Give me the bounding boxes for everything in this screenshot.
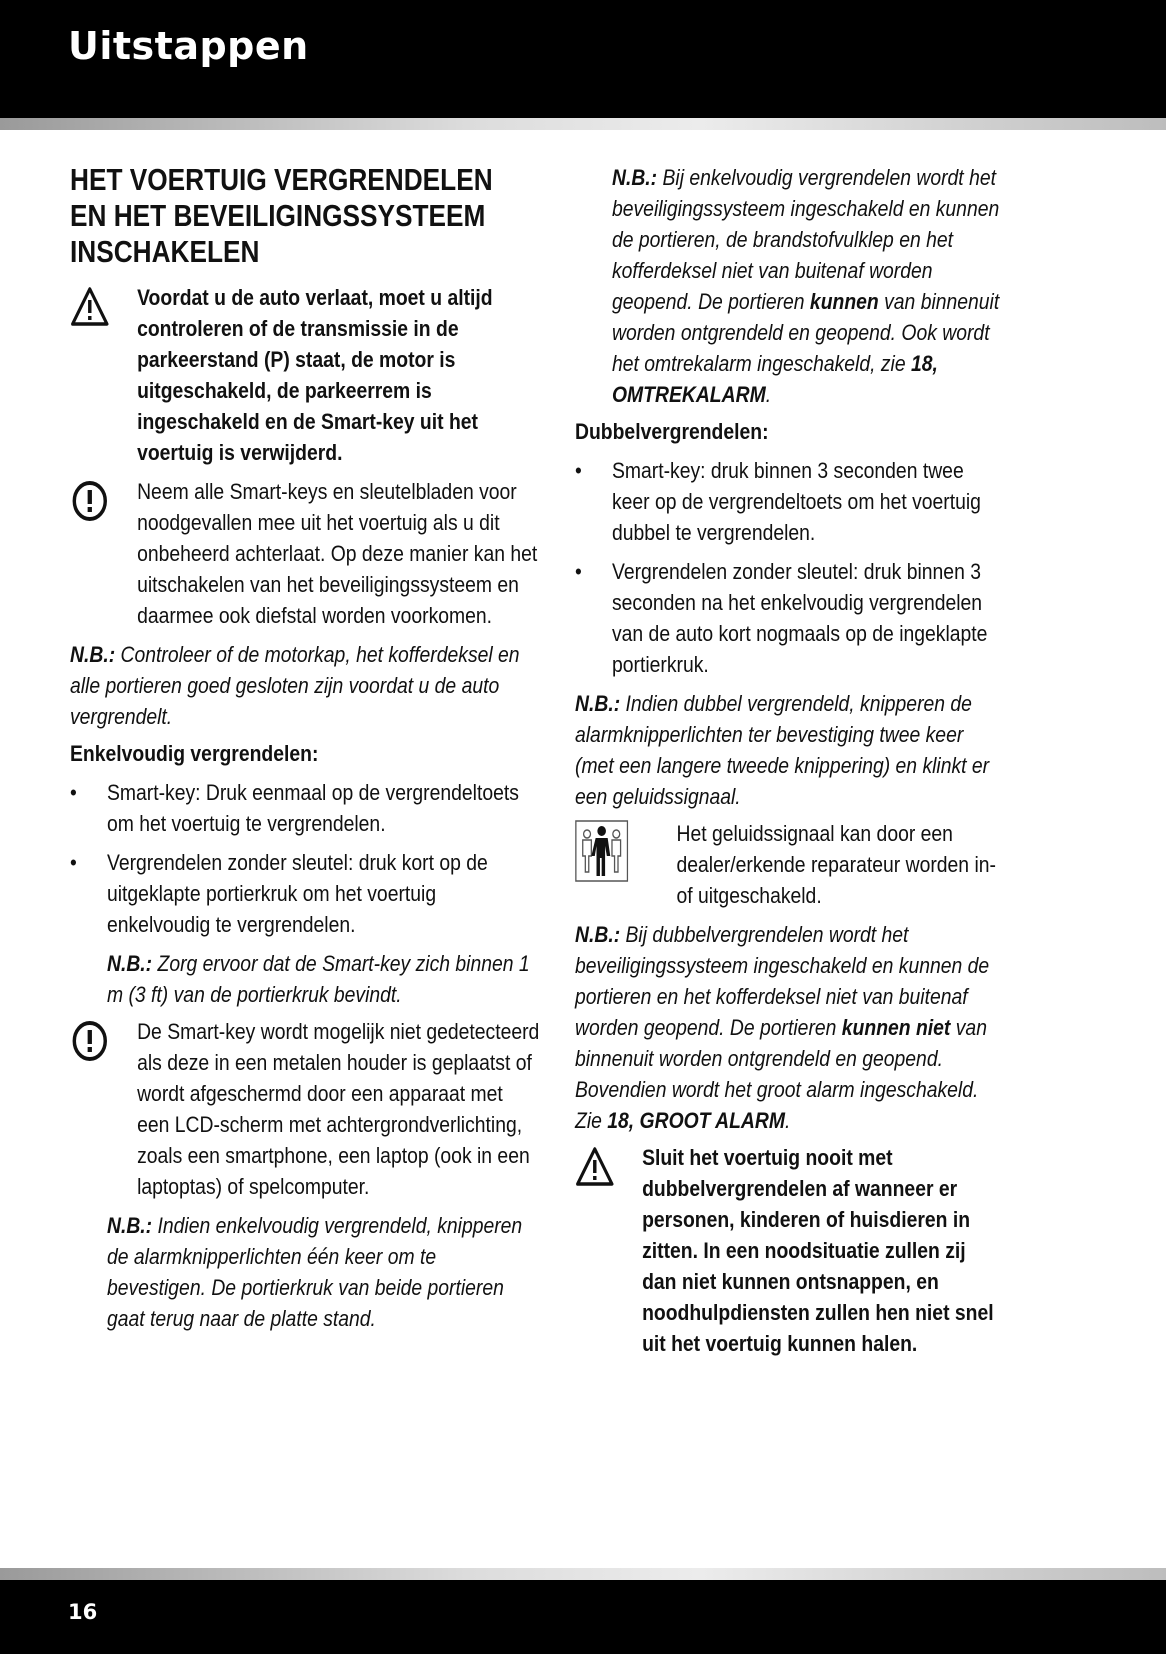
note-text: Zorg ervoor dat de Smart-key zich binnen 1 m (3 ft) van de portierkruk bevindt. [106, 951, 530, 1007]
note-paragraph [70, 948, 540, 1010]
note-paragraph [575, 919, 1005, 1136]
warning-text: Sluit het voertuig nooit met dubbelvergrendelen af wanneer er personen, kinderen of huisdieren in zitten. In een noodsituatie zullen zij dan niet kunnen ontsnappen, en noodhulpdiensten zullen hen niet snel uit het voertuig kunnen halen. [642, 1145, 994, 1356]
caution-text: De Smart-key wordt mogelijk niet gedetecteerd als deze in een metalen houder is geplaatst of wordt afgeschermd door een apparaat met een LCD-scherm met achtergrondverlichting, zoals een smartphone, een laptop (ook in een laptoptas) of spelcomputer. [137, 1019, 540, 1199]
note-text: van binnenuit worden ontgrendeld en geopend. Ook wordt het omtrekalarm ingeschakeld, zie [611, 289, 1000, 376]
single-lock-heading: Enkelvoudig vergrendelen: [70, 741, 319, 766]
dealer-people-icon [575, 820, 628, 882]
page-header [0, 0, 1166, 118]
dealer-notice [575, 818, 1005, 911]
footer-divider [0, 1568, 1166, 1580]
note-label: N.B.: [575, 691, 621, 716]
header-divider [0, 118, 1166, 130]
caution-exclamation-icon [70, 1018, 110, 1064]
note-paragraph [575, 688, 1005, 812]
note-label: N.B.: [575, 922, 621, 947]
note-label: N.B.: [70, 642, 116, 667]
note-text: Bij dubbelvergrendelen wordt het beveiligingssysteem ingeschakeld en kunnen de portieren en het kofferdeksel niet van buitenaf worden geopend. De portieren [575, 922, 990, 1040]
note-emphasis: kunnen [809, 289, 879, 314]
warning-text: Voordat u de auto verlaat, moet u altijd controleren of de transmissie in de parkeerstand (P) staat, de motor is uitgeschakeld, de parkeerrem is ingeschakeld en de Smart-key uit het voertuig is verwijderd. [137, 285, 493, 465]
left-column [70, 162, 540, 1340]
note-text: Controleer of de motorkap, het kofferdeksel en alle portieren goed gesloten zijn voordat u de auto vergrendelt. [70, 642, 520, 729]
note-label: N.B.: [611, 165, 658, 190]
note-text: Indien dubbel vergrendeld, knipperen de alarmknipperlichten ter bevestiging twee keer (met een langere tweede knippering) en klinkt er een geluidssignaal. [575, 691, 990, 809]
cross-reference: 18, OMTREKALARM [611, 351, 938, 407]
page-footer [0, 1580, 1166, 1654]
caution-text: Neem alle Smart-keys en sleutelbladen voor noodgevallen mee uit het voertuig als u dit onbeheerd achterlaat. Op deze manier kan het uitschakelen van het beveiligingssysteem en daarmee ook diefstal worden voorkomen. [137, 479, 538, 628]
caution-notice [70, 476, 540, 631]
note-paragraph [70, 639, 540, 732]
section-title: HET VOERTUIG VERGRENDELEN EN HET BEVEILIGINGSSYSTEEM INSCHAKELEN [70, 163, 493, 269]
warning-notice [575, 1142, 1005, 1359]
note-text: van binnenuit worden ontgrendeld en geopend. Bovendien wordt het groot alarm ingeschakeld. Zie [575, 1015, 987, 1133]
right-column [575, 162, 1005, 1367]
page-title: Uitstappen [68, 24, 309, 68]
warning-notice [70, 282, 540, 468]
note-label: N.B.: [106, 1213, 153, 1238]
double-lock-heading: Dubbelvergrendelen: [575, 419, 769, 444]
warning-triangle-icon [70, 284, 110, 330]
double-lock-list [575, 455, 1005, 680]
cross-reference: 18, GROOT ALARM [607, 1108, 786, 1133]
note-text: . [785, 1108, 791, 1133]
note-text: Indien enkelvoudig vergrendeld, knipperen de alarmknipperlichten één keer om te bevestigen. De portierkruk van beide portieren gaat terug naar de platte stand. [106, 1213, 523, 1331]
page-number: 16 [68, 1600, 98, 1624]
caution-exclamation-icon [70, 478, 110, 524]
note-text: . [765, 382, 772, 407]
dealer-text: Het geluidssignaal kan door een dealer/erkende reparateur worden in- of uitgeschakeld. [676, 821, 996, 908]
note-paragraph [70, 1210, 540, 1334]
warning-triangle-icon [575, 1144, 615, 1190]
list-item: • Smart-key: druk binnen 3 seconden twee keer op de vergrendeltoets om het voertuig dubbel te vergrendelen. [575, 455, 1005, 548]
list-item: • Vergrendelen zonder sleutel: druk binnen 3 seconden na het enkelvoudig vergrendelen van de auto kort nogmaals op de ingeklapte portierkruk. [575, 556, 1005, 680]
note-paragraph [575, 162, 1005, 410]
note-emphasis: kunnen niet [841, 1015, 951, 1040]
list-item: • Smart-key: Druk eenmaal op de vergrendeltoets om het voertuig te vergrendelen. [70, 777, 540, 839]
note-text: Bij enkelvoudig vergrendelen wordt het beveiligingssysteem ingeschakeld en kunnen de portieren, de brandstofvulklep en het kofferdeksel niet van buitenaf worden geopend. De portieren [611, 165, 1000, 314]
single-lock-list [70, 777, 540, 940]
caution-notice [70, 1016, 540, 1202]
note-label: N.B.: [106, 951, 153, 976]
list-item: • Vergrendelen zonder sleutel: druk kort op de uitgeklapte portierkruk om het voertuig enkelvoudig te vergrendelen. [70, 847, 540, 940]
